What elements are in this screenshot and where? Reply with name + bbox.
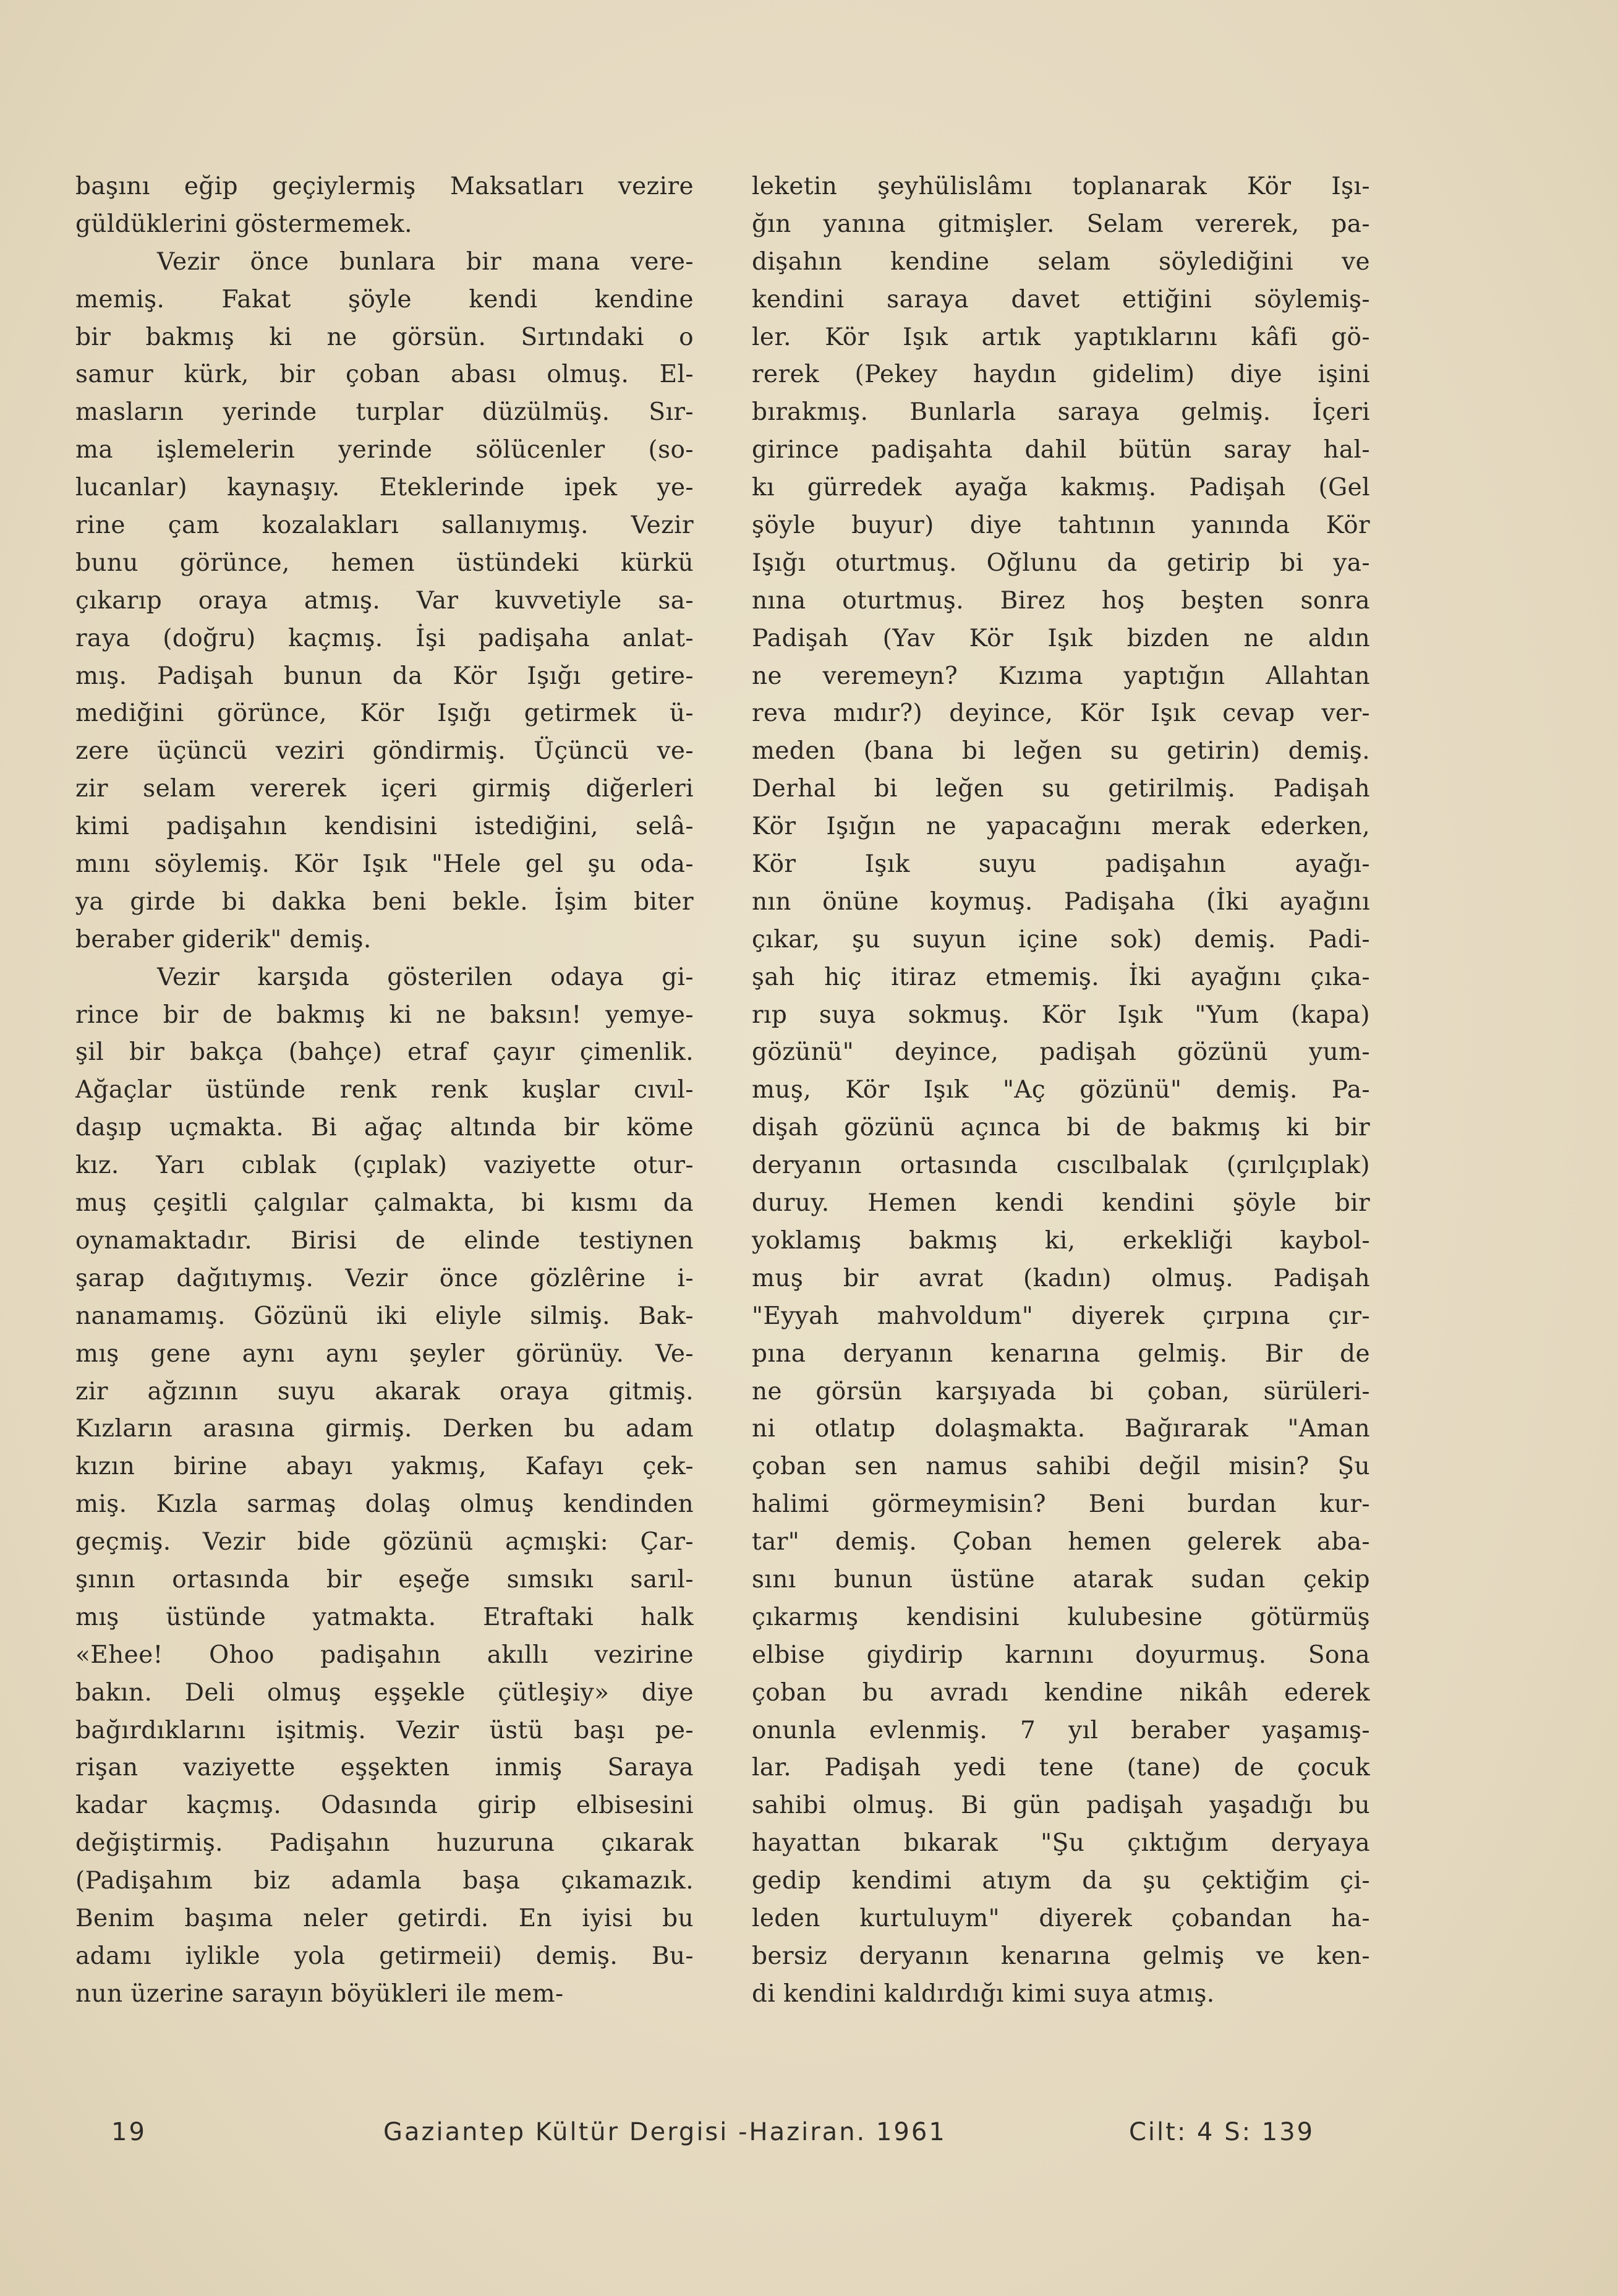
text-line: zere üçüncü veziri göndirmiş. Üçüncü ve- <box>75 737 694 766</box>
text-line: geçmiş. Vezir bide gözünü açmışki: Çar- <box>75 1528 694 1556</box>
text-line: güldüklerini göstermemek. <box>75 210 412 238</box>
text-line: kı gürredek ayağa kakmış. Padişah (Gel <box>752 474 1370 502</box>
text-line: çoban sen namus sahibi değil misin? Şu <box>752 1453 1370 1481</box>
text-line: "Eyyah mahvoldum" diyerek çırpına çır- <box>752 1302 1370 1330</box>
text-line: sahibi olmuş. Bi gün padişah yaşadığı bu <box>752 1791 1370 1820</box>
text-line: bir bakmış ki ne görsün. Sırtındaki o <box>75 323 694 351</box>
text-line: ler. Kör Işık artık yaptıklarını kâfi gö- <box>752 323 1370 351</box>
text-line: nanamamış. Gözünü iki eliyle silmiş. Bak- <box>75 1302 694 1330</box>
text-line: reva mıdır?) deyince, Kör Işık cevap ver- <box>752 699 1370 728</box>
text-line: tar" demiş. Çoban hemen gelerek aba- <box>752 1528 1370 1556</box>
text-line: hayattan bıkarak "Şu çıktığım deryaya <box>752 1829 1370 1858</box>
text-line: Işığı oturtmuş. Oğlunu da getirip bi ya- <box>752 548 1370 577</box>
text-line: di kendini kaldırdığı kimi suya atmış. <box>752 1979 1215 2008</box>
text-line: Padişah (Yav Kör Işık bizden ne aldın <box>752 624 1370 652</box>
text-line: değiştirmiş. Padişahın huzuruna çıkarak <box>75 1829 694 1858</box>
text-line: kimi padişahın kendisini istediğini, selâ- <box>75 813 694 841</box>
text-line: adamı iylikle yola getirmeii) demiş. Bu- <box>75 1942 694 1970</box>
text-line: çıkarmış kendisini kulubesine götürmüş <box>752 1603 1370 1631</box>
text-line: çıkar, şu suyun içine sok) demiş. Padi- <box>752 925 1370 954</box>
text-line: duruy. Hemen kendi kendini şöyle bir <box>752 1189 1370 1218</box>
text-line: nun üzerine sarayın böyükleri ile mem- <box>75 1979 564 2008</box>
text-line: lar. Padişah yedi tene (tane) de çocuk <box>752 1754 1370 1782</box>
text-line: nın önüne koymuş. Padişaha (İki ayağını <box>752 887 1370 916</box>
text-line: çoban bu avradı kendine nikâh ederek <box>752 1678 1370 1707</box>
text-line: halimi görmeymisin? Beni burdan kur- <box>752 1490 1370 1519</box>
text-line: meden (bana bi leğen su getirin) demiş. <box>752 737 1370 766</box>
text-line: Derhal bi leğen su getirilmiş. Padişah <box>752 775 1370 803</box>
text-line: şöyle buyur) diye tahtının yanında Kör <box>752 511 1370 540</box>
text-line: samur kürk, bir çoban abası olmuş. El- <box>75 361 694 389</box>
text-line: gedip kendimi atıym da şu çektiğim çi- <box>752 1867 1370 1895</box>
text-line: mış. Padişah bunun da Kör Işığı getire- <box>75 662 694 690</box>
text-line: (Padişahım biz adamla başa çıkamazık. <box>75 1867 694 1895</box>
journal-title: Gaziantep Kültür Dergisi -Haziran. 1961 <box>383 2118 947 2146</box>
text-line: deryanın ortasında cıscılbalak (çırılçıplak) <box>752 1151 1370 1180</box>
text-line: rince bir de bakmış ki ne baksın! yemye- <box>75 1001 694 1029</box>
text-line: gözünü" deyince, padişah gözünü yum- <box>752 1038 1370 1067</box>
text-line: yoklamış bakmış ki, erkekliği kaybol- <box>752 1226 1370 1255</box>
text-line: memiş. Fakat şöyle kendi kendine <box>75 285 694 314</box>
text-line: şının ortasında bir eşeğe sımsıkı sarıl- <box>75 1565 694 1594</box>
text-line: bunu görünce, hemen üstündeki kürkü <box>75 548 694 577</box>
text-line: leden kurtuluym" diyerek çobandan ha- <box>752 1904 1370 1932</box>
text-line: nına oturtmuş. Birez hoş beşten sonra <box>752 586 1370 615</box>
text-line: ğın yanına gitmişler. Selam vererek, pa- <box>752 210 1370 238</box>
text-line: bersiz deryanın kenarına gelmiş ve ken- <box>752 1942 1370 1970</box>
text-line: zir ağzının suyu akarak oraya gitmiş. <box>75 1377 694 1406</box>
text-line: Kör Işık suyu padişahın ayağı- <box>752 850 1370 879</box>
right-text-column <box>752 168 1370 2013</box>
text-line: rişan vaziyette eşşekten inmiş Saraya <box>75 1754 694 1782</box>
text-line: oynamaktadır. Birisi de elinde testiynen <box>75 1226 694 1255</box>
text-line: rerek (Pekey haydın gidelim) diye işini <box>752 361 1370 389</box>
left-text-column <box>75 168 694 2013</box>
text-line: zir selam vererek içeri girmiş diğerleri <box>75 775 694 803</box>
text-line: kadar kaçmış. Odasında girip elbisesini <box>75 1791 694 1820</box>
text-line: rine çam kozalakları sallanıymış. Vezir <box>75 511 694 540</box>
text-line: Vezir karşıda gösterilen odaya gi- <box>157 963 694 991</box>
text-line: muş bir avrat (kadın) olmuş. Padişah <box>752 1264 1370 1292</box>
text-line: girince padişahta dahil bütün saray hal- <box>752 436 1370 464</box>
text-line: dişahın kendine selam söylediğini ve <box>752 247 1370 276</box>
text-line: Kör Işığın ne yapacağını merak ederken, <box>752 813 1370 841</box>
text-line: ne görsün karşıyada bi çoban, sürüleri- <box>752 1377 1370 1406</box>
text-line: şil bir bakça (bahçe) etraf çayır çimenlik. <box>75 1038 694 1067</box>
text-line: lucanlar) kaynaşıy. Eteklerinde ipek ye- <box>75 474 694 502</box>
page-footer <box>0 2118 1618 2161</box>
text-line: mış gene aynı aynı şeyler görünüy. Ve- <box>75 1339 694 1368</box>
text-line: mış üstünde yatmakta. Etraftaki halk <box>75 1603 694 1631</box>
text-line: muş, Kör Işık "Aç gözünü" demiş. Pa- <box>752 1076 1370 1104</box>
text-line: mını söylemiş. Kör Işık "Hele gel şu oda- <box>75 850 694 879</box>
text-line: Ağaçlar üstünde renk renk kuşlar cıvıl- <box>75 1076 694 1104</box>
text-line: ni otlatıp dolaşmakta. Bağırarak "Aman <box>752 1415 1370 1443</box>
text-line: daşıp uçmakta. Bi ağaç altında bir köme <box>75 1114 694 1142</box>
text-line: dişah gözünü açınca bi de bakmış ki bir <box>752 1114 1370 1142</box>
text-line: kızın birine abayı yakmış, Kafayı çek- <box>75 1453 694 1481</box>
text-line: muş çeşitli çalgılar çalmakta, bi kısmı da <box>75 1189 694 1218</box>
text-line: ya girde bi dakka beni bekle. İşim biter <box>75 887 694 916</box>
text-line: Kızların arasına girmiş. Derken bu adam <box>75 1415 694 1443</box>
text-line: ne veremeyn? Kızıma yaptığın Allahtan <box>752 662 1370 690</box>
text-line: sını bunun üstüne atarak sudan çekip <box>752 1565 1370 1594</box>
text-line: onunla evlenmiş. 7 yıl beraber yaşamış- <box>752 1716 1370 1744</box>
text-line: elbise giydirip karnını doyurmuş. Sona <box>752 1641 1370 1669</box>
volume-issue: Cilt: 4 S: 139 <box>1129 2118 1315 2146</box>
text-line: ma işlemelerin yerinde sölücenler (so- <box>75 436 694 464</box>
text-line: kendini saraya davet ettiğini söylemiş- <box>752 285 1370 314</box>
text-line: bırakmış. Bunlarla saraya gelmiş. İçeri <box>752 398 1370 427</box>
text-line: şah hiç itiraz etmemiş. İki ayağını çıka- <box>752 963 1370 991</box>
text-line: leketin şeyhülislâmı toplanarak Kör Işı- <box>752 173 1370 200</box>
text-line: Vezir önce bunlara bir mana vere- <box>157 247 694 276</box>
text-line: masların yerinde turplar düzülmüş. Sır- <box>75 398 694 427</box>
text-line: başını eğip geçiylermiş Maksatları vezire <box>75 173 694 200</box>
text-line: şarap dağıtıymış. Vezir önce gözlêrine i- <box>75 1264 694 1292</box>
text-line: bakın. Deli olmuş eşşekle çütleşiy» diye <box>75 1678 694 1707</box>
text-line: raya (doğru) kaçmış. İşi padişaha anlat- <box>75 624 694 652</box>
text-line: pına deryanın kenarına gelmiş. Bir de <box>752 1339 1370 1368</box>
text-line: «Ehee! Ohoo padişahın akıllı vezirine <box>75 1641 694 1669</box>
text-line: mediğini görünce, Kör Işığı getirmek ü- <box>75 699 694 728</box>
text-line: beraber giderik" demiş. <box>75 925 372 954</box>
text-line: çıkarıp oraya atmış. Var kuvvetiyle sa- <box>75 586 694 615</box>
text-line: Benim başıma neler getirdi. En iyisi bu <box>75 1904 694 1932</box>
text-line: bağırdıklarını işitmiş. Vezir üstü başı pe- <box>75 1716 694 1744</box>
text-line: rıp suya sokmuş. Kör Işık "Yum (kapa) <box>752 1001 1370 1029</box>
text-line: kız. Yarı cıblak (çıplak) vaziyette otur- <box>75 1151 694 1180</box>
text-line: miş. Kızla sarmaş dolaş olmuş kendinden <box>75 1490 694 1519</box>
page-number: 19 <box>111 2118 147 2146</box>
